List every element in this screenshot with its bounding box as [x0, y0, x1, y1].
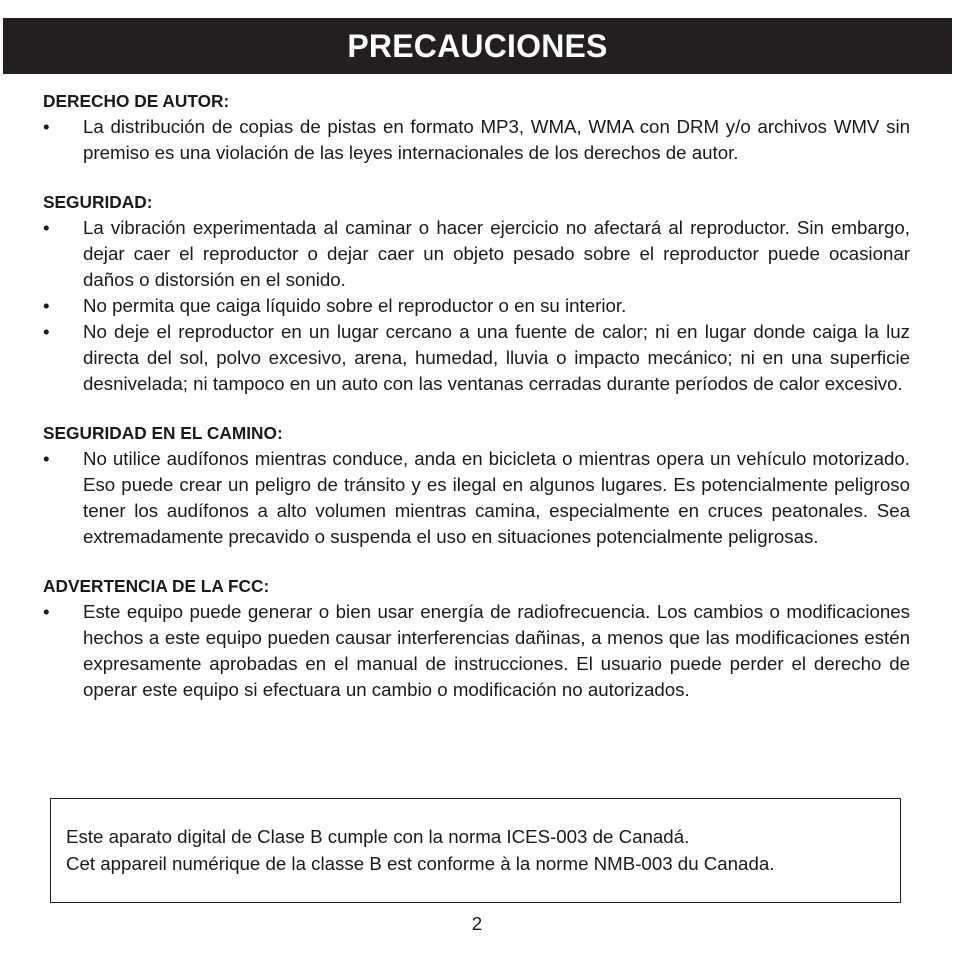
bullet-list	[43, 215, 910, 397]
list-item	[43, 446, 910, 550]
list-item-text: La vibración experimentada al caminar o hacer ejercicio no afectará al reproductor. Sin embargo, dejar caer el reproductor o dejar caer un objeto pesado sobre el reproductor puede ocasionar daños o distorsión en el sonido.	[83, 217, 910, 290]
list-item-text: La distribución de copias de pistas en formato MP3, WMA, WMA con DRM y/o archivos WMV sin premiso es una violación de las leyes internacionales de los derechos de autor.	[83, 116, 910, 163]
section-heading: SEGURIDAD:	[43, 192, 153, 212]
bullet-list	[43, 446, 910, 550]
page-number: 2	[471, 913, 483, 934]
bullet-icon: •	[43, 295, 50, 316]
page-title: PRECAUCIONES	[347, 27, 608, 64]
list-item	[43, 215, 910, 293]
section-safety	[43, 189, 910, 397]
section-heading: DERECHO DE AUTOR:	[43, 91, 230, 111]
title-bar	[3, 18, 952, 74]
list-item-text: Este equipo puede generar o bien usar energía de radiofrecuencia. Los cambios o modificaciones hechos a este equipo pueden causar interferencias dañinas, a menos que las modificaciones estén expresamente aprobadas en el manual de instrucciones. El usuario puede perder el derecho de operar este equipo si efectuara un cambio o modificación no autorizados.	[83, 601, 910, 700]
list-item-text: No deje el reproductor en un lugar cercano a una fuente de calor; ni en lugar donde caiga la luz directa del sol, polvo excesivo, arena, humedad, lluvia o impacto mecánico; ni en una superficie desnivelada; ni tampoco en un auto con las ventanas cerradas durante períodos de calor excesivo.	[83, 321, 910, 394]
list-item	[43, 599, 910, 703]
list-item	[43, 114, 910, 166]
section-fcc-warning	[43, 573, 910, 703]
bullet-icon: •	[43, 601, 50, 622]
canada-compliance-notice	[50, 798, 901, 903]
list-item-text: No utilice audífonos mientras conduce, anda en bicicleta o mientras opera un vehículo motorizado. Eso puede crear un peligro de tránsito y es ilegal en algunos lugares. Es potencialmente peligroso tener los audífonos a alto volumen mientras camina, especialmente en cruces peatonales. Sea extremadamente precavido o suspenda el uso en situaciones potencialmente peligrosas.	[83, 448, 910, 547]
bullet-list	[43, 599, 910, 703]
section-heading: SEGURIDAD EN EL CAMINO:	[43, 423, 283, 443]
bullet-icon: •	[43, 116, 50, 137]
bullet-icon: •	[43, 448, 50, 469]
precautions-content	[43, 88, 910, 726]
notice-line-french: Cet appareil numérique de la classe B est conforme à la norme NMB-003 du Canada.	[66, 853, 775, 874]
section-heading: ADVERTENCIA DE LA FCC:	[43, 576, 270, 596]
list-item	[43, 293, 910, 319]
list-item-text: No permita que caiga líquido sobre el reproductor o en su interior.	[83, 295, 627, 316]
bullet-icon: •	[43, 321, 50, 342]
section-road-safety	[43, 420, 910, 550]
list-item	[43, 319, 910, 397]
section-copyright	[43, 88, 910, 166]
notice-line-spanish: Este aparato digital de Clase B cumple con la norma ICES-003 de Canadá.	[66, 826, 690, 847]
bullet-icon: •	[43, 217, 50, 238]
bullet-list	[43, 114, 910, 166]
